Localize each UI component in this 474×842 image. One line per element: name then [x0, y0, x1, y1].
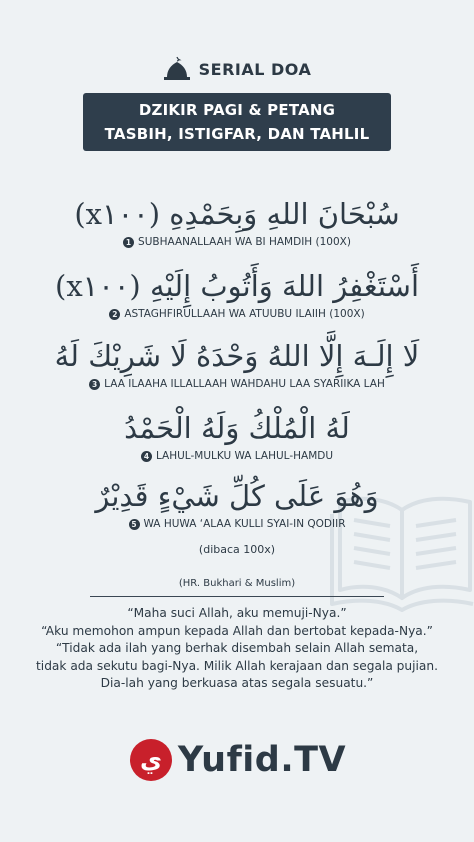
transliteration	[0, 450, 474, 462]
transliteration-text: WA HUWA ‘ALAA KULLI SYAI-IN QODIIR	[143, 518, 346, 530]
transliteration-text: SUBHAANALLAAH WA BI HAMDIH (100X)	[138, 236, 351, 248]
translation-line: “Maha suci Allah, aku memuji-Nya.”	[127, 606, 347, 620]
zikir-entry-1	[0, 194, 474, 248]
transliteration	[0, 378, 474, 390]
transliteration-text: LAHUL-MULKU WA LAHUL-HAMDU	[155, 450, 334, 462]
translation-block	[0, 605, 474, 693]
number-badge: 2	[109, 309, 120, 320]
title-line-1: DZIKIR PAGI & PETANG	[138, 101, 336, 119]
logo-mark-letter: ي	[139, 746, 162, 774]
zikir-entry-2	[0, 266, 474, 320]
zikir-entry-3	[0, 336, 474, 390]
transliteration-text: LAA ILAAHA ILLALLAAH WAHDAHU LAA SYARIIKA LAH	[104, 378, 385, 390]
translation-line: “Tidak ada ilah yang berhak disembah selain Allah semata,	[55, 641, 419, 655]
transliteration	[0, 308, 474, 320]
arabic-text: لَا إِلَـهَ إِلَّا اللهُ وَحْدَهُ لَا شَرِيْكَ لَهُ	[54, 339, 420, 373]
translation-line: “Aku memohon ampun kepada Allah dan bertobat kepada-Nya.”	[41, 623, 433, 638]
arabic-text: أَسْتَغْفِرُ اللهَ وَأَتُوبُ إِلَيْهِ (x١٠٠)	[54, 269, 420, 303]
arabic-text: لَهُ الْمُلْكُ وَلَهُ الْحَمْدُ	[124, 411, 350, 445]
zikir-entry-4	[0, 408, 474, 462]
series-label: SERIAL DOA	[198, 59, 312, 79]
series-header	[0, 56, 474, 82]
title-box	[83, 93, 391, 151]
number-badge: 3	[89, 379, 100, 390]
transliteration	[0, 518, 474, 530]
logo-text: Yufid.TV	[177, 740, 347, 780]
arabic-text: سُبْحَانَ اللهِ وَبِحَمْدِهِ (x١٠٠)	[74, 197, 400, 231]
transliteration	[0, 236, 474, 248]
arabic-text: وَهُوَ عَلَى كُلِّ شَيْءٍ قَدِيْرٌ	[95, 479, 379, 513]
transliteration-text: ASTAGHFIRULLAAH WA ATUUBU ILAIIH (100X)	[124, 308, 365, 320]
divider	[90, 596, 384, 597]
translation-line: tidak ada sekutu bagi-Nya. Milik Allah kerajaan dan segala pujian.	[36, 658, 438, 673]
translation-line: Dia-lah yang berkuasa atas segala sesuatu.”	[100, 676, 374, 690]
hadith-source: (HR. Bukhari & Muslim)	[178, 578, 296, 589]
number-badge: 5	[129, 519, 140, 530]
title-line-2: TASBIH, ISTIGFAR, DAN TAHLIL	[104, 125, 370, 143]
yufid-logo	[0, 737, 474, 783]
mosque-dome-icon	[163, 56, 191, 82]
yufid-logo-icon	[128, 737, 174, 783]
number-badge: 4	[141, 451, 152, 462]
zikir-entry-5	[0, 476, 474, 530]
number-badge: 1	[123, 237, 134, 248]
read-count: (dibaca 100x)	[198, 543, 276, 556]
